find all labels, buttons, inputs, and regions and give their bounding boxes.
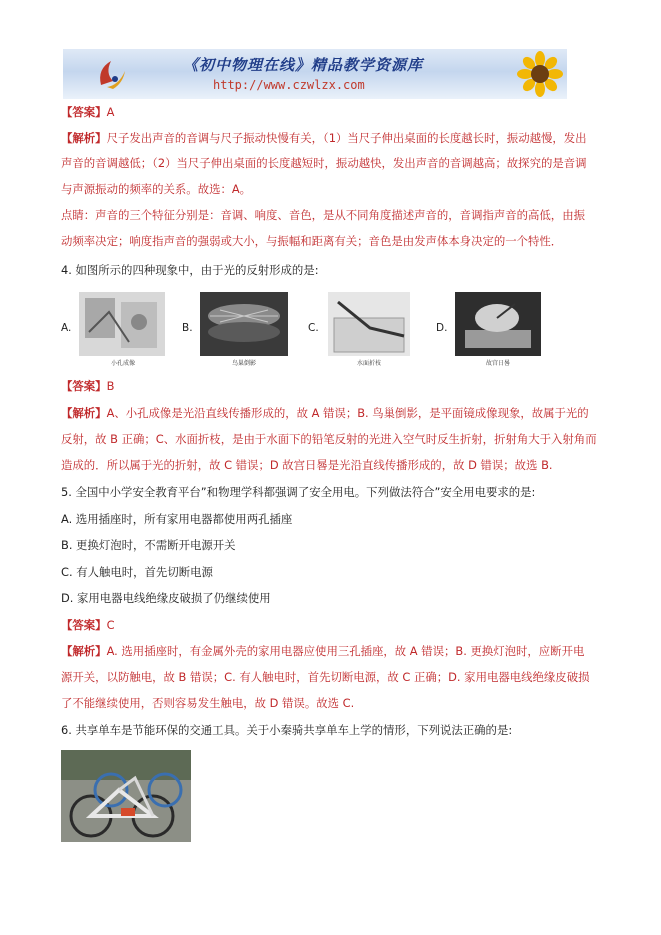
q4-option-caption: 小孔成像 [110,360,135,367]
birds-nest-reflection-figure [200,292,288,368]
q3-analysis-line: 与声源振动的频率的关系。故选：A。 [61,182,252,196]
bent-stick-in-water-figure [328,292,410,368]
q6-question: 6. 共享单车是节能环保的交通工具。关于小秦骑共享单车上学的情形，下列说法正确的是: [61,723,513,737]
q3-tip-line: 动频率决定；响度指声音的强弱或大小，与振幅和距离有关；音色是由发声体本身决定的一个特性． [61,234,563,248]
q4-option-caption: 鸟巢倒影 [231,360,256,367]
q4-analysis-line: 【解析】A、小孔成像是光沿直线传播形成的，故 A 错误；B. 鸟巢倒影，是平面镜成像现象，故属于光的 [61,406,589,420]
q4-analysis-line: 反射，故 B 正确；C、水面折枝，是由于水面下的铅笔反射的光进入空气时反生折射，折射角大于入射角而 [61,432,597,446]
q5-analysis-line: 源开关，以防触电，故 B 错误；C. 有人触电时，首先切断电源，故 C 正确；D. 家用电器电线绝缘皮破损 [61,670,590,684]
q4-question: 4. 如图所示的四种现象中，由于光的反射形成的是: [61,263,319,277]
q3-tip-line: 点睛：声音的三个特征分别是：音调、响度、音色，是从不同角度描述声音的，音调指声音的高低，由振 [61,208,585,222]
q4-option-letter: A. [61,322,72,334]
q5-question: 5. 全国中小学安全教育平台”和物理学科都强调了安全用电。下列做法符合”安全用电要求的是: [61,485,536,499]
sundial-figure [455,292,541,368]
header-banner [63,49,567,99]
q3-analysis-line: 【解析】尺子发出声音的音调与尺子振动快慢有关，（1）当尺子伸出桌面的长度越长时，振动越慢，发出 [61,131,587,145]
q4-option-caption: 水面折枝 [356,360,381,367]
banner-title: 《初中物理在线》精品教学资源库 [183,56,424,74]
q4-option-letter: D. [436,322,448,334]
q5-analysis-line: 了不能继续使用，否则容易发生触电，故 D 错误。故选 C. [61,696,355,710]
banner-url: http://www.czwlzx.com [213,78,365,92]
q3-analysis-line: 声音的音调越低；（2）当尺子伸出桌面的长度越短时，振动越快，发出声音的音调越高；故探究的是音调 [61,156,587,170]
shared-bikes-photo [61,750,191,842]
q4-option-letter: B. [182,322,193,334]
q5-option: C. 有人触电时，首先切断电源 [61,565,213,579]
sunflower-icon [517,51,563,97]
q5-option: D. 家用电器电线绝缘皮破损了仍继续使用 [61,591,271,605]
q3-answer: 【答案】A [61,105,115,119]
q5-answer: 【答案】C [61,618,115,632]
q4-analysis-line: 造成的．所以属于光的折射，故 C 错误；D 故宫日晷是光沿直线传播形成的，故 D 错误；故选 B. [61,458,553,472]
q5-analysis-line: 【解析】A. 选用插座时，有金属外壳的家用电器应使用三孔插座，故 A 错误；B. 更换灯泡时，应断开电 [61,644,585,658]
q5-option: A. 选用插座时，所有家用电器都使用两孔插座 [61,512,293,526]
q4-option-letter: C. [308,322,319,334]
q4-answer: 【答案】B [61,379,115,393]
pinhole-image-figure [79,292,165,368]
logo-icon [93,55,131,93]
q5-option: B. 更换灯泡时，不需断开电源开关 [61,538,236,552]
q4-option-caption: 故宫日晷 [485,360,510,367]
